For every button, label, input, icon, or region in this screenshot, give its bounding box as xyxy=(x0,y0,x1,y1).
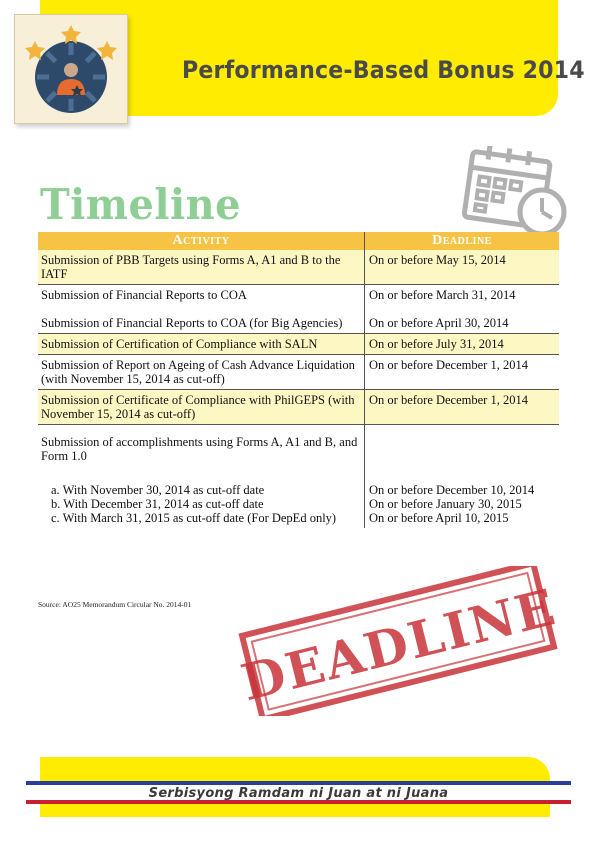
footer-slogan: Serbisyong Ramdam ni Juan at ni Juana xyxy=(148,786,449,801)
table-row xyxy=(38,285,559,334)
deadline-cell: On or before January 30, 2015 xyxy=(369,497,522,511)
activity-sub-item: b. With December 31, 2014 as cut-off date xyxy=(51,497,264,511)
table-row xyxy=(38,334,559,355)
calendar-clock-icon xyxy=(458,146,578,236)
deadline-cell: On or before July 31, 2014 xyxy=(369,337,504,351)
activity-cell: Submission of Report on Ageing of Cash Advance Liquidation (with November 15, 2014 as cut-off) xyxy=(41,358,355,386)
activity-cell: Submission of PBB Targets using Forms A, A1 and B to the IATF xyxy=(41,253,341,281)
column-header-activity: Activity xyxy=(38,232,365,250)
deadline-cell: On or before December 10, 2014 xyxy=(369,483,535,497)
column-header-deadline: Deadline xyxy=(365,232,560,250)
stamp-text: DEADLINE xyxy=(235,577,563,713)
table-row xyxy=(38,250,559,285)
activity-sub-item: c. With March 31, 2015 as cut-off date (For DepEd only) xyxy=(51,511,337,525)
page-title: Performance-Based Bonus 2014 xyxy=(182,56,585,84)
activity-cell: Submission of Certificate of Compliance with PhilGEPS (with November 15, 2014 as cut-off) xyxy=(41,393,355,421)
deadline-cell: On or before April 10, 2015 xyxy=(369,511,509,525)
activity-cell: Submission of accomplishments using Forms A, A1 and B, and Form 1.0 xyxy=(41,435,358,463)
deadline-cell: On or before April 30, 2014 xyxy=(369,316,509,330)
source-note: Source: AO25 Memorandum Circular No. 2014-01 xyxy=(38,600,192,609)
deadline-cell: On or before May 15, 2014 xyxy=(369,253,506,267)
award-badge-icon xyxy=(14,14,128,124)
deadline-stamp xyxy=(234,566,564,716)
table-row xyxy=(38,390,559,425)
table-row xyxy=(38,425,559,529)
deadline-cell: On or before December 1, 2014 xyxy=(369,393,528,407)
deadline-cell: On or before March 31, 2014 xyxy=(369,288,516,302)
activity-cell: Submission of Financial Reports to COA (for Big Agencies) xyxy=(41,316,343,330)
timeline-heading: Timeline xyxy=(40,180,241,229)
activity-sub-item: a. With November 30, 2014 as cut-off date xyxy=(51,483,265,497)
deadline-cell: On or before December 1, 2014 xyxy=(369,358,528,372)
activity-cell: Submission of Certification of Compliance with SALN xyxy=(41,337,318,351)
timeline-table xyxy=(38,232,559,528)
activity-cell: Submission of Financial Reports to COA xyxy=(41,288,247,302)
table-row xyxy=(38,355,559,390)
